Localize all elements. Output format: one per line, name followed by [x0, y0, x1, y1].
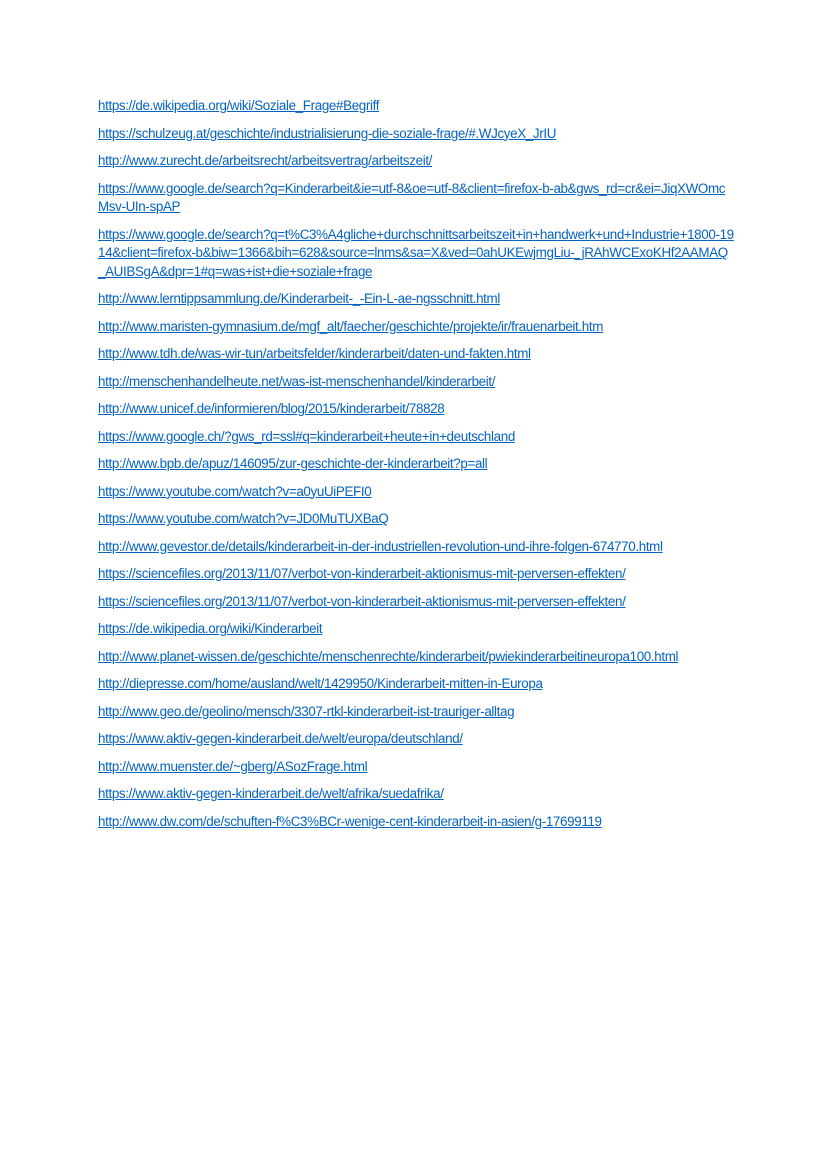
list-item: [98, 97, 734, 116]
source-link[interactable]: http://www.planet-wissen.de/geschichte/menschenrechte/kinderarbeit/pwiekinderarbeitineuropa100.html: [98, 648, 679, 664]
source-link[interactable]: https://www.youtube.com/watch?v=JD0MuTUXBaQ: [98, 511, 389, 526]
list-item: [98, 593, 734, 612]
list-item: [98, 785, 734, 804]
list-item: [98, 152, 734, 171]
source-link[interactable]: http://www.tdh.de/was-wir-tun/arbeitsfelder/kinderarbeit/daten-und-fakten.html: [98, 346, 531, 361]
source-link[interactable]: https://sciencefiles.org/2013/11/07/verbot-von-kinderarbeit-aktionismus-mit-perversen-effekten/: [98, 593, 626, 609]
list-item: [98, 400, 734, 419]
list-item: [98, 538, 734, 557]
source-link[interactable]: http://www.geo.de/geolino/mensch/3307-rtkl-kinderarbeit-ist-trauriger-alltag: [98, 703, 515, 719]
source-link[interactable]: http://www.muenster.de/~gberg/ASozFrage.html: [98, 758, 368, 774]
list-item: [98, 758, 734, 777]
source-link[interactable]: https://www.google.de/search?q=Kinderarbeit&ie=utf-8&oe=utf-8&client=firefox-b-ab&gws_rd=cr&ei=JiqXWOmcMsv-UIn-spAP: [98, 180, 726, 214]
list-item: [98, 226, 734, 282]
list-item: [98, 648, 734, 667]
list-item: [98, 455, 734, 474]
list-item: [98, 428, 734, 447]
list-item: [98, 483, 734, 502]
source-link[interactable]: http://www.bpb.de/apuz/146095/zur-geschichte-der-kinderarbeit?p=all: [98, 456, 488, 471]
list-item: [98, 565, 734, 584]
source-link[interactable]: https://sciencefiles.org/2013/11/07/verbot-von-kinderarbeit-aktionismus-mit-perversen-effekten/: [98, 566, 626, 581]
source-link[interactable]: https://www.aktiv-gegen-kinderarbeit.de/welt/afrika/suedafrika/: [98, 786, 444, 801]
source-link[interactable]: https://www.aktiv-gegen-kinderarbeit.de/welt/europa/deutschland/: [98, 731, 463, 746]
list-item: [98, 345, 734, 364]
list-item: [98, 703, 734, 722]
source-link[interactable]: https://schulzeug.at/geschichte/industrialisierung-die-soziale-frage/#.WJcyeX_JrIU: [98, 125, 557, 141]
source-link[interactable]: http://menschenhandelheute.net/was-ist-menschenhandel/kinderarbeit/: [98, 373, 496, 389]
list-item: [98, 373, 734, 392]
source-link-list: [98, 97, 734, 840]
source-link[interactable]: https://www.google.ch/?gws_rd=ssl#q=kinderarbeit+heute+in+deutschland: [98, 428, 515, 444]
list-item: [98, 813, 734, 832]
source-link[interactable]: https://de.wikipedia.org/wiki/Soziale_Frage#Begriff: [98, 98, 380, 113]
list-item: [98, 510, 734, 529]
list-item: [98, 318, 734, 337]
list-item: [98, 125, 734, 144]
source-link[interactable]: http://www.dw.com/de/schuften-f%C3%BCr-wenige-cent-kinderarbeit-in-asien/g-17699119: [98, 813, 602, 829]
source-link[interactable]: http://www.zurecht.de/arbeitsrecht/arbeitsvertrag/arbeitszeit/: [98, 153, 433, 168]
list-item: [98, 730, 734, 749]
source-link[interactable]: http://www.unicef.de/informieren/blog/2015/kinderarbeit/78828: [98, 401, 445, 416]
source-link[interactable]: http://diepresse.com/home/ausland/welt/1429950/Kinderarbeit-mitten-in-Europa: [98, 676, 543, 691]
list-item: [98, 675, 734, 694]
source-link[interactable]: https://de.wikipedia.org/wiki/Kinderarbeit: [98, 621, 323, 636]
source-link[interactable]: https://www.google.de/search?q=t%C3%A4gliche+durchschnittsarbeitszeit+in+handwerk+und+Industrie+1800-1914&client=firefox-b&biw=1366&bih=628&source=lnms&sa=X&ved=0ahUKEwjmgLiu-_jRAhWCExoKHf2AAMAQ_AUIBSgA&dpr=1#q=was+ist+die+soziale+frage: [98, 226, 734, 279]
source-link[interactable]: http://www.maristen-gymnasium.de/mgf_alt/faecher/geschichte/projekte/ir/frauenarbeit.htm: [98, 318, 604, 334]
source-link[interactable]: https://www.youtube.com/watch?v=a0yuUiPEFI0: [98, 483, 372, 499]
list-item: [98, 180, 734, 217]
source-link[interactable]: http://www.lerntippsammlung.de/Kinderarbeit-_-Ein-L-ae-ngsschnitt.html: [98, 291, 500, 306]
list-item: [98, 620, 734, 639]
list-item: [98, 290, 734, 309]
source-link[interactable]: http://www.gevestor.de/details/kinderarbeit-in-der-industriellen-revolution-und-ihre-folgen-674770.html: [98, 538, 663, 554]
